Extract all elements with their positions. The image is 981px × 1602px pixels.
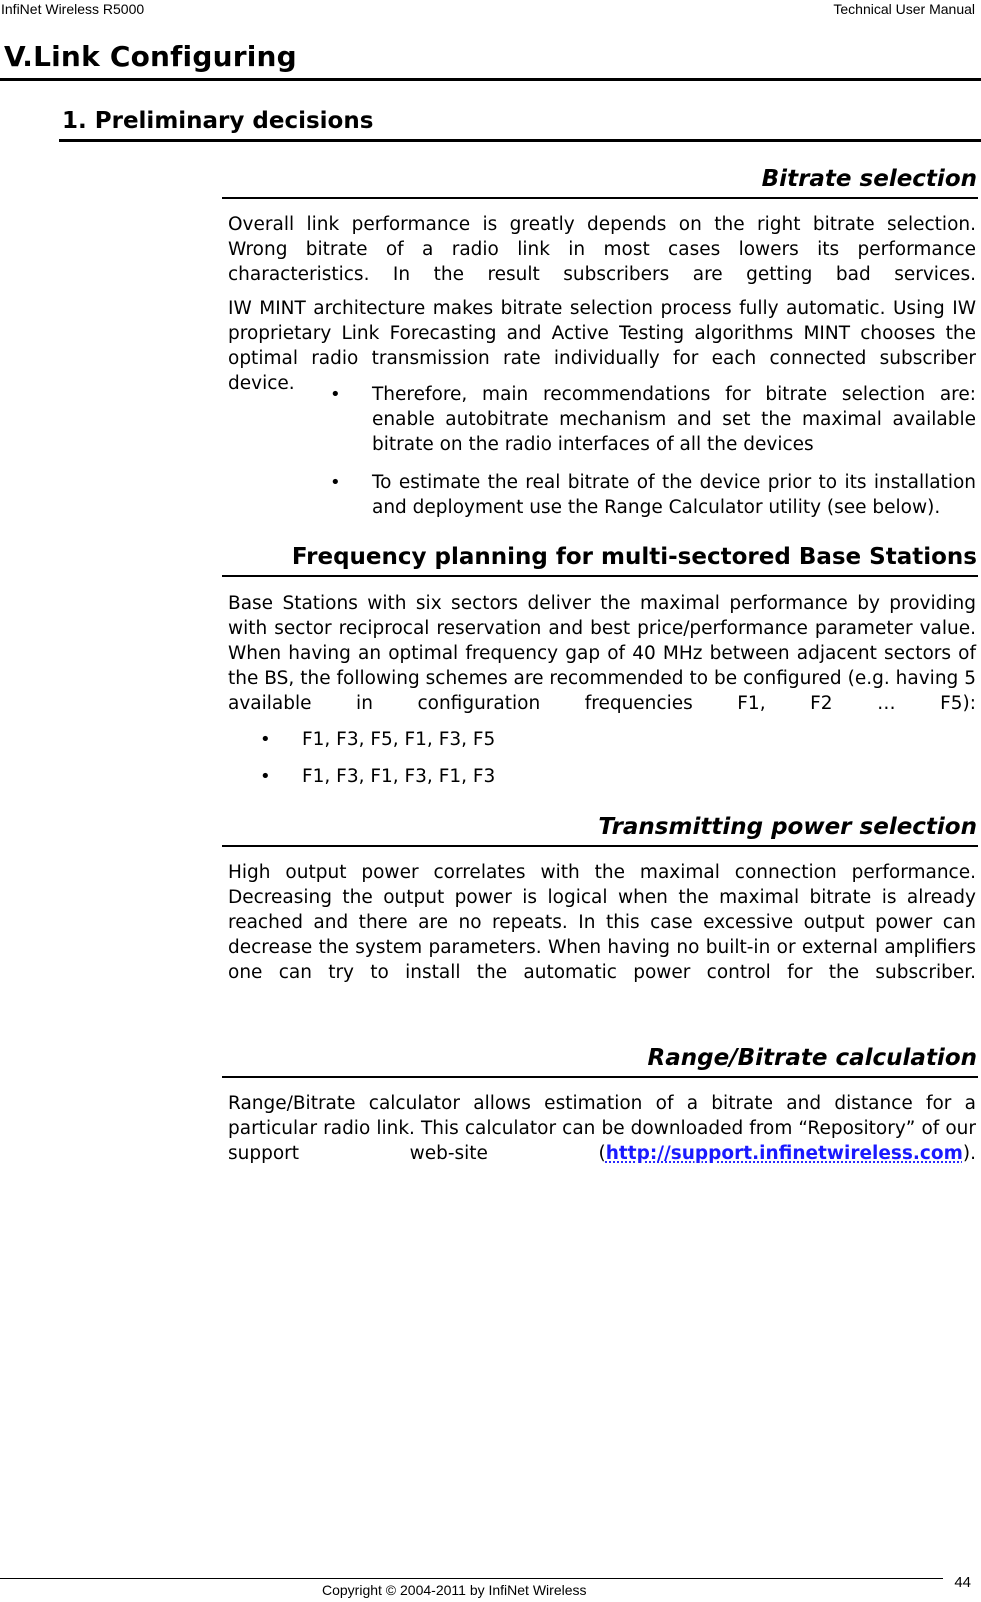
power-paragraph-1: High output power correlates with the maximal connection performance. Decreasing the output power is logical when the maximal bitrate is already reached and there are no repeats. In this case excessive output power can decrease the system parameters. When having no built-in or external amplifiers one can try to install the automatic power control for the subscriber.: [228, 862, 976, 983]
subsection-title-bitrate: Bitrate selection: [761, 166, 977, 192]
subsection-title-frequency: Frequency planning for multi-sectored Base Stations: [291, 544, 977, 570]
header-manual-type: Technical User Manual: [833, 1, 975, 17]
subsection-divider-range: [222, 1076, 978, 1078]
bitrate-bullet-text: Therefore, main recommendations for bitrate selection are: enable autobitrate mechanism and set the maximal available bitrate on the radio interfaces of all the devices: [372, 384, 976, 455]
section-divider: [59, 139, 981, 142]
header-document-title: InfiNet Wireless R5000: [1, 1, 145, 17]
footer-divider: [0, 1578, 943, 1579]
page-number: 44: [954, 1574, 971, 1591]
subsection-divider-bitrate: [222, 197, 978, 199]
support-site-link[interactable]: http://support.infinetwireless.com: [605, 1143, 963, 1164]
range-paragraph-1: [228, 1091, 976, 1191]
subsection-title-range: Range/Bitrate calculation: [647, 1045, 977, 1071]
bullet-icon: •: [260, 729, 271, 750]
subsection-title-power: Transmitting power selection: [598, 814, 977, 840]
bitrate-paragraph-2: IW MINT architecture makes bitrate selection process fully automatic. Using IW proprietary Link Forecasting and Active Testing algorithms MINT chooses the optimal radio transmission rate individually for each connected subscriber device.: [228, 298, 976, 394]
bullet-icon: •: [330, 472, 341, 493]
footer-copyright: Copyright © 2004-2011 by InfiNet Wireless: [322, 1582, 587, 1598]
bitrate-bullet-text: To estimate the real bitrate of the device prior to its installation and deployment use the Range Calculator utility (see below).: [372, 472, 976, 518]
section-title: 1. Preliminary decisions: [62, 108, 374, 134]
subsection-divider-power: [222, 845, 978, 847]
range-text-after-link: ).: [962, 1143, 976, 1164]
subsection-divider-frequency: [222, 575, 978, 577]
frequency-paragraph-1: Base Stations with six sectors deliver the maximal performance by providing with sector reciprocal reservation and best price/performance parameter value. When having an optimal frequency gap of 40 MHz between adjacent sectors of the BS, the following schemes are recommended to be configured (e.g. having 5 available in configuration frequencies F1, F2 … F5):: [228, 593, 976, 714]
chapter-title: V.Link Configuring: [4, 40, 297, 73]
frequency-bullet-text: F1, F3, F5, F1, F3, F5: [302, 729, 496, 750]
bullet-icon: •: [260, 766, 271, 787]
chapter-divider: [0, 78, 981, 81]
frequency-bullet-text: F1, F3, F1, F3, F1, F3: [302, 766, 496, 787]
bitrate-paragraph-1: Overall link performance is greatly depends on the right bitrate selection. Wrong bitrate of a radio link in most cases lowers its performance characteristics. In the result subscribers are getting bad services.: [228, 214, 976, 285]
range-text-before-link: Range/Bitrate calculator allows estimation of a bitrate and distance for a particular radio link. This calculator can be downloaded from “Repository” of our support web-site (: [228, 1093, 976, 1164]
bullet-icon: •: [330, 384, 341, 405]
